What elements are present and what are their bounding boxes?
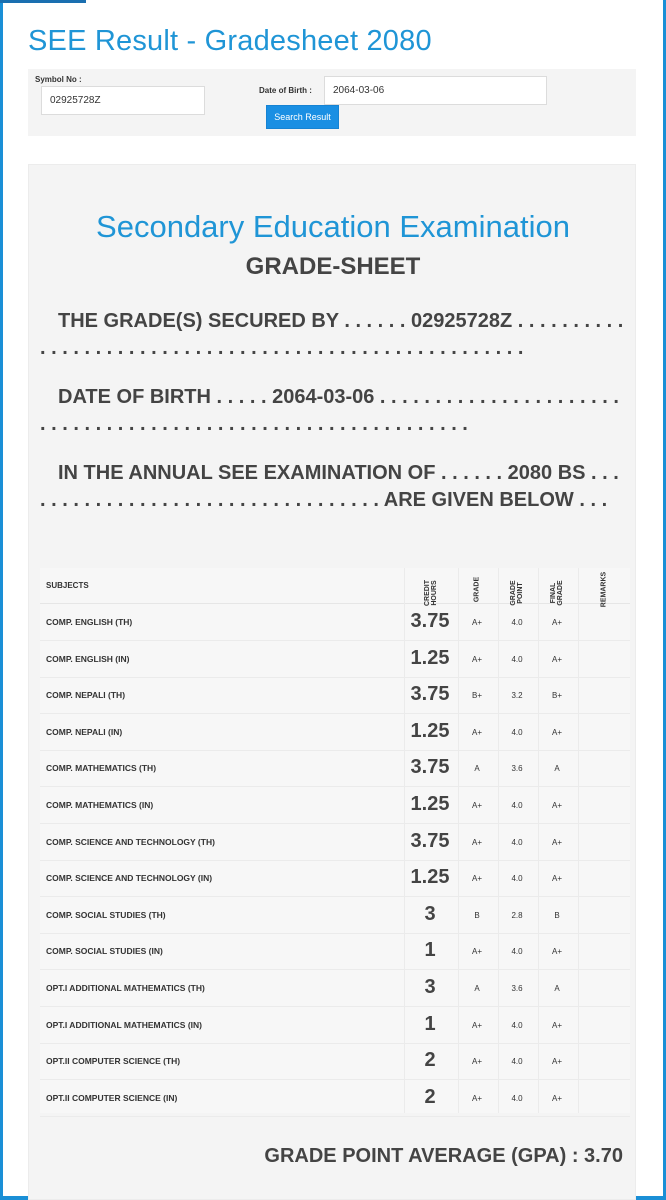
grade-cell: A+	[471, 654, 482, 664]
header-grade-point: GRADE POINT	[510, 580, 524, 606]
subject-cell: COMP. MATHEMATICS (TH)	[46, 763, 157, 774]
grade-cell: A+	[471, 947, 482, 957]
gpa-summary: GRADE POINT AVERAGE (GPA) : 3.70	[264, 1145, 623, 1167]
grade-sheet-title: GRADE-SHEET	[245, 253, 421, 280]
subject-cell: COMP. NEPALI (IN)	[46, 726, 123, 737]
grades-secured-by-statement: THE GRADE(S) SECURED BY . . . . . . 02925728Z . . . . . . . . . . . . . . . . . . . . . . . . . . . . . . . . . . . . . . . . . . . . . . . . . . . . . .	[40, 310, 624, 359]
search-result-button[interactable]: Search Result	[266, 105, 339, 129]
exam-title: Secondary Education Examination	[96, 209, 570, 244]
final-grade-cell: A+	[551, 727, 562, 737]
page-title: SEE Result - Gradesheet 2080	[28, 25, 432, 57]
grade-point-cell: 3.2	[511, 691, 523, 701]
grade-point-cell: 3.6	[511, 764, 523, 774]
final-grade-cell: A+	[551, 618, 562, 627]
grade-point-cell: 4.0	[511, 801, 523, 810]
table-row	[40, 641, 630, 678]
grade-point-cell: 4.0	[511, 618, 523, 627]
credit-hours-cell: 2	[424, 1049, 436, 1072]
grade-point-cell: 4.0	[511, 1020, 523, 1030]
subject-cell: COMP. NEPALI (TH)	[46, 690, 126, 701]
grades-table	[40, 568, 630, 1113]
table-row	[40, 824, 630, 861]
table-row	[40, 714, 630, 751]
final-grade-cell: A+	[551, 947, 562, 957]
table-row	[40, 1043, 630, 1080]
table-row	[40, 970, 630, 1007]
credit-hours-cell: 1.25	[410, 719, 450, 742]
grade-cell: A	[474, 764, 480, 774]
header-credit-hours: CREDIT HOURS	[424, 579, 438, 607]
subject-cell: COMP. SOCIAL STUDIES (TH)	[46, 909, 166, 920]
grade-sheet-panel	[28, 164, 636, 1200]
symbol-no-label: Symbol No :	[35, 75, 82, 84]
symbol-no-input[interactable]	[41, 86, 205, 115]
credit-hours-cell: 3.75	[410, 610, 450, 632]
final-grade-cell: A	[554, 764, 560, 774]
subject-cell: COMP. MATHEMATICS (IN)	[46, 800, 154, 810]
grade-point-cell: 4.0	[511, 654, 523, 664]
grade-cell: A+	[471, 618, 482, 627]
final-grade-cell: B+	[551, 691, 562, 701]
subject-cell: OPT.I ADDITIONAL MATHEMATICS (IN)	[46, 1019, 202, 1030]
grade-point-cell: 4.0	[511, 874, 523, 884]
header-subjects: SUBJECTS	[46, 581, 89, 590]
credit-hours-cell: 3.75	[410, 756, 450, 779]
final-grade-cell: A+	[551, 654, 562, 664]
grade-cell: A+	[471, 1093, 482, 1103]
credit-hours-cell: 3.75	[410, 683, 450, 706]
table-row	[40, 1080, 630, 1117]
final-grade-cell: A+	[551, 1093, 562, 1103]
table-row	[40, 787, 630, 824]
credit-hours-cell: 3	[424, 976, 436, 998]
frame-border-left	[0, 0, 3, 1200]
subject-cell: COMP. ENGLISH (IN)	[46, 653, 130, 664]
grade-point-cell: 3.6	[511, 984, 523, 993]
grade-cell: A+	[471, 874, 482, 884]
subject-cell: OPT.II COMPUTER SCIENCE (IN)	[46, 1092, 178, 1103]
credit-hours-cell: 1.25	[410, 793, 450, 815]
header-grade: GRADE	[473, 576, 481, 603]
table-row	[40, 933, 630, 970]
credit-hours-cell: 3.75	[410, 829, 450, 852]
table-row	[40, 897, 630, 934]
grade-cell: A+	[471, 1057, 482, 1067]
grade-cell: A+	[471, 727, 482, 737]
grade-cell: A+	[471, 837, 482, 847]
final-grade-cell: A+	[551, 837, 562, 847]
grade-cell: A+	[471, 1020, 482, 1030]
grade-cell: A	[474, 984, 480, 993]
credit-hours-cell: 1.25	[410, 866, 450, 889]
grade-cell: B+	[471, 691, 482, 701]
date-of-birth-input[interactable]	[324, 76, 547, 105]
subject-cell: OPT.II COMPUTER SCIENCE (TH)	[46, 1056, 181, 1067]
credit-hours-cell: 1.25	[410, 646, 450, 669]
grade-cell: A+	[471, 801, 482, 810]
final-grade-cell: A+	[551, 1020, 562, 1030]
grade-point-cell: 2.8	[511, 910, 523, 920]
grade-point-cell: 4.0	[511, 1057, 523, 1067]
exam-year-statement: IN THE ANNUAL SEE EXAMINATION OF . . . . . . 2080 BS . . . . . . . . . . . . . . . . . . . . . . . . . . . . . . . . . . ARE GIVEN BELOW . . .	[40, 462, 619, 511]
table-row	[40, 604, 630, 641]
table-row	[40, 1007, 630, 1044]
table-row	[40, 677, 630, 714]
grade-point-cell: 4.0	[511, 727, 523, 737]
final-grade-cell: A+	[551, 874, 562, 884]
grade-point-cell: 4.0	[511, 837, 523, 847]
subject-cell: COMP. SCIENCE AND TECHNOLOGY (TH)	[46, 836, 215, 847]
grade-point-cell: 4.0	[511, 1093, 523, 1103]
final-grade-cell: A+	[551, 801, 562, 810]
date-of-birth-statement: DATE OF BIRTH . . . . . 2064-03-06 . . . . . . . . . . . . . . . . . . . . . . . . . . . . . . . . . . . . . . . . . . . . . . . . . . . . . . . . . . . . .	[40, 386, 619, 435]
search-panel	[28, 69, 636, 136]
header-final-grade: FINAL GRADE	[550, 580, 564, 606]
final-grade-cell: A	[554, 984, 560, 993]
credit-hours-cell: 3	[424, 902, 436, 925]
final-grade-cell: B	[554, 910, 560, 920]
subject-cell: COMP. SOCIAL STUDIES (IN)	[46, 946, 163, 957]
credit-hours-cell: 1	[424, 1012, 436, 1035]
grades-table-header	[40, 568, 630, 608]
grade-point-cell: 4.0	[511, 947, 523, 957]
final-grade-cell: A+	[551, 1057, 562, 1067]
top-accent-bar	[0, 0, 86, 3]
table-row	[40, 860, 630, 897]
credit-hours-cell: 1	[424, 939, 436, 962]
subject-cell: COMP. SCIENCE AND TECHNOLOGY (IN)	[46, 873, 213, 884]
credit-hours-cell: 2	[424, 1085, 436, 1108]
date-of-birth-label: Date of Birth :	[259, 86, 312, 95]
header-remarks: REMARKS	[600, 571, 608, 608]
table-row	[40, 750, 630, 787]
grade-cell: B	[474, 910, 480, 920]
subject-cell: COMP. ENGLISH (TH)	[46, 617, 133, 627]
subject-cell: OPT.I ADDITIONAL MATHEMATICS (TH)	[46, 983, 205, 993]
